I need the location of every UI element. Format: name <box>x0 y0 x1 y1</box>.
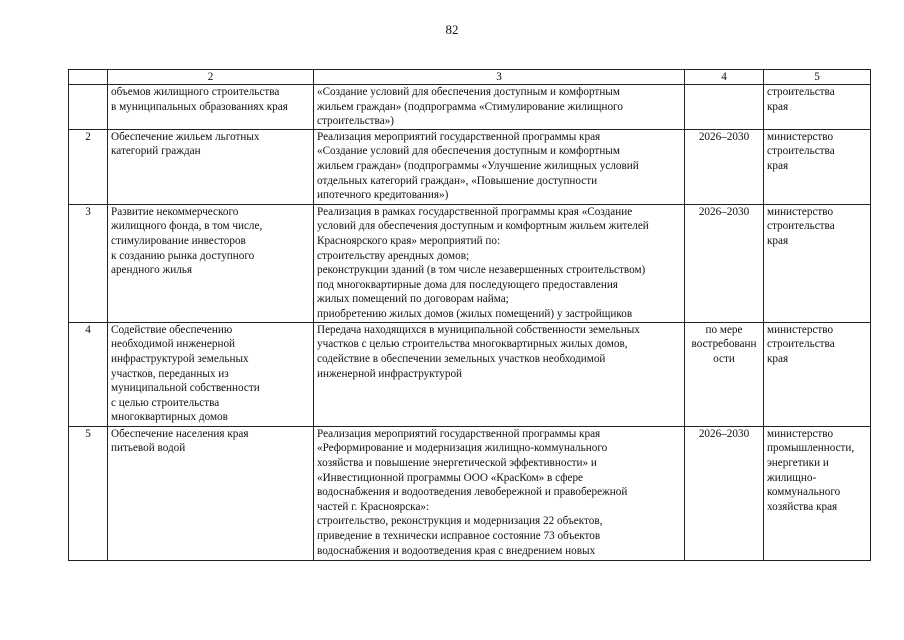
task-cell: Обеспечение населения края питьевой водой <box>108 426 314 560</box>
task-cell: Содействие обеспечению необходимой инженерной инфраструктурой земельных участков, переданных из муниципальной собственности с целью строительства многоквартирных домов <box>108 322 314 426</box>
term-cell: 2026–2030 <box>685 426 764 560</box>
row-number: 4 <box>69 322 108 426</box>
executor-cell: министерство строительства края <box>764 129 871 204</box>
page-number: 82 <box>445 22 459 37</box>
executor-cell: строительства края <box>764 85 871 130</box>
header-col-1 <box>69 70 108 85</box>
measures-cell: Реализация в рамках государственной программы края «Создание условий для обеспечения доступным и комфортным жильем жителей Красноярского края» мероприятий по: строительству арендных домов; реконструкции зданий (в том числе незавершенных строительством) под многоквартирные дома для последующего предоставления жилых помещений по договорам найма; приобретению жилых домов (жилых помещений) у застройщиков <box>314 204 685 322</box>
task-cell: Обеспечение жильем льготных категорий граждан <box>108 129 314 204</box>
term-cell <box>685 85 764 130</box>
row-number: 3 <box>69 204 108 322</box>
term-cell: 2026–2030 <box>685 204 764 322</box>
measures-table <box>68 69 871 561</box>
measures-cell: «Создание условий для обеспечения доступным и комфортным жильем граждан» (подпрограмма «Стимулирование жилищного строительства») <box>314 85 685 130</box>
executor-cell: министерство промышленности, энергетики и жилищно- коммунального хозяйства края <box>764 426 871 560</box>
header-col-4: 4 <box>685 70 764 85</box>
term-cell: по мере востребованн ости <box>685 322 764 426</box>
header-col-2: 2 <box>108 70 314 85</box>
row-number: 2 <box>69 129 108 204</box>
task-cell: Развитие некоммерческого жилищного фонда, в том числе, стимулирование инвесторов к созданию рынка доступного арендного жилья <box>108 204 314 322</box>
table-row <box>69 204 871 322</box>
table-row <box>69 85 871 130</box>
task-cell: объемов жилищного строительства в муниципальных образованиях края <box>108 85 314 130</box>
measures-cell: Передача находящихся в муниципальной собственности земельных участков с целью строительства многоквартирных жилых домов, содействие в обеспечении земельных участков необходимой инженерной инфраструктурой <box>314 322 685 426</box>
measures-cell: Реализация мероприятий государственной программы края «Создание условий для обеспечения доступным и комфортным жильем граждан» (подпрограммы «Улучшение жилищных условий отдельных категорий граждан», «Повышение доступности ипотечного кредитования») <box>314 129 685 204</box>
executor-cell: министерство строительства края <box>764 322 871 426</box>
table-row <box>69 129 871 204</box>
header-col-5: 5 <box>764 70 871 85</box>
measures-cell: Реализация мероприятий государственной программы края «Реформирование и модернизация жилищно-коммунального хозяйства и повышение энергетической эффективности» и «Инвестиционной программы ООО «КрасКом» в сфере водоснабжения и водоотведения левобережной и правобережной частей г. Красноярска»: строительство, реконструкция и модернизация 22 объектов, приведение в технически исправное состояние 73 объектов водоснабжения и водоотведения края с внедрением новых <box>314 426 685 560</box>
table-row <box>69 426 871 560</box>
header-row <box>69 70 871 85</box>
table-row <box>69 322 871 426</box>
row-number: 5 <box>69 426 108 560</box>
executor-cell: министерство строительства края <box>764 204 871 322</box>
header-col-3: 3 <box>314 70 685 85</box>
term-cell: 2026–2030 <box>685 129 764 204</box>
row-number <box>69 85 108 130</box>
